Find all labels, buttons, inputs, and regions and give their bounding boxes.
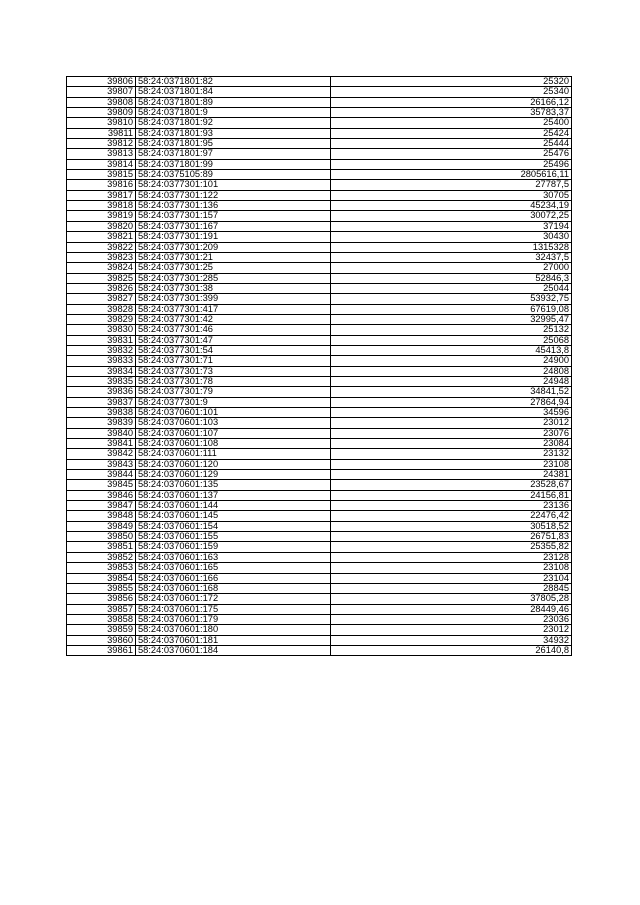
cadastral-number-cell: 58:24:0377301:78 [136, 376, 331, 386]
table-row [67, 583, 572, 593]
cadastral-number-cell: 58:24:0371801:97 [136, 149, 331, 159]
cadastral-number-cell: 58:24:0377301:21 [136, 252, 331, 262]
table-row [67, 418, 572, 428]
cadastral-number-cell: 58:24:0377301:71 [136, 356, 331, 366]
row-number-cell: 39815 [67, 170, 136, 180]
table-row [67, 232, 572, 242]
table-row [67, 170, 572, 180]
row-number-cell: 39839 [67, 418, 136, 428]
table-row [67, 273, 572, 283]
row-number-cell: 39847 [67, 501, 136, 511]
area-value-cell: 34596 [331, 408, 572, 418]
table-row [67, 470, 572, 480]
cadastral-number-cell: 58:24:0370601:154 [136, 521, 331, 531]
cadastral-number-cell: 58:24:0370601:111 [136, 449, 331, 459]
area-value-cell: 23012 [331, 625, 572, 635]
cadastral-number-cell: 58:24:0377301:46 [136, 325, 331, 335]
table-row [67, 221, 572, 231]
row-number-cell: 39856 [67, 594, 136, 604]
cadastral-number-cell: 58:24:0377301:73 [136, 366, 331, 376]
cadastral-number-cell: 58:24:0370601:163 [136, 552, 331, 562]
area-value-cell: 32437,5 [331, 252, 572, 262]
cadastral-number-cell: 58:24:0370601:166 [136, 573, 331, 583]
cadastral-number-cell: 58:24:0370601:175 [136, 604, 331, 614]
table-row [67, 77, 572, 87]
table-row [67, 552, 572, 562]
row-number-cell: 39845 [67, 480, 136, 490]
row-number-cell: 39851 [67, 542, 136, 552]
cadastral-number-cell: 58:24:0371801:89 [136, 97, 331, 107]
table-row [67, 521, 572, 531]
table-row [67, 376, 572, 386]
area-value-cell: 26166,12 [331, 97, 572, 107]
row-number-cell: 39806 [67, 77, 136, 87]
area-value-cell: 25476 [331, 149, 572, 159]
cadastral-number-cell: 58:24:0377301:42 [136, 314, 331, 324]
area-value-cell: 24156,81 [331, 490, 572, 500]
row-number-cell: 39810 [67, 118, 136, 128]
row-number-cell: 39816 [67, 180, 136, 190]
row-number-cell: 39833 [67, 356, 136, 366]
table-row [67, 108, 572, 118]
area-value-cell: 27000 [331, 263, 572, 273]
area-value-cell: 30705 [331, 190, 572, 200]
cadastral-number-cell: 58:24:0370601:107 [136, 428, 331, 438]
cadastral-number-cell: 58:24:0377301:136 [136, 201, 331, 211]
row-number-cell: 39849 [67, 521, 136, 531]
table-row [67, 128, 572, 138]
cadastral-number-cell: 58:24:0377301:417 [136, 304, 331, 314]
table-row [67, 201, 572, 211]
area-value-cell: 1315328 [331, 242, 572, 252]
table-row [67, 118, 572, 128]
row-number-cell: 39844 [67, 470, 136, 480]
area-value-cell: 25068 [331, 335, 572, 345]
row-number-cell: 39840 [67, 428, 136, 438]
area-value-cell: 26140,8 [331, 645, 572, 655]
row-number-cell: 39836 [67, 387, 136, 397]
area-value-cell: 30518,52 [331, 521, 572, 531]
area-value-cell: 52846,3 [331, 273, 572, 283]
cadastral-number-cell: 58:24:0370601:184 [136, 645, 331, 655]
row-number-cell: 39811 [67, 128, 136, 138]
row-number-cell: 39809 [67, 108, 136, 118]
cadastral-number-cell: 58:24:0370601:137 [136, 490, 331, 500]
cadastral-number-cell: 58:24:0370601:155 [136, 532, 331, 542]
cadastral-number-cell: 58:24:0377301:399 [136, 294, 331, 304]
cadastral-number-cell: 58:24:0377301:209 [136, 242, 331, 252]
area-value-cell: 28845 [331, 583, 572, 593]
cadastral-number-cell: 58:24:0370601:179 [136, 614, 331, 624]
table-row [67, 439, 572, 449]
cadastral-number-cell: 58:24:0370601:165 [136, 563, 331, 573]
area-value-cell: 25320 [331, 77, 572, 87]
area-value-cell: 23108 [331, 459, 572, 469]
row-number-cell: 39813 [67, 149, 136, 159]
row-number-cell: 39828 [67, 304, 136, 314]
area-value-cell: 25132 [331, 325, 572, 335]
cadastral-number-cell: 58:24:0377301:157 [136, 211, 331, 221]
row-number-cell: 39857 [67, 604, 136, 614]
area-value-cell: 34932 [331, 635, 572, 645]
row-number-cell: 39861 [67, 645, 136, 655]
table-row [67, 614, 572, 624]
table-body [67, 77, 572, 656]
row-number-cell: 39829 [67, 314, 136, 324]
table-row [67, 304, 572, 314]
table-row [67, 625, 572, 635]
table-row [67, 428, 572, 438]
table-row [67, 573, 572, 583]
area-value-cell: 23108 [331, 563, 572, 573]
cadastral-number-cell: 58:24:0377301:285 [136, 273, 331, 283]
cadastral-number-cell: 58:24:0370601:120 [136, 459, 331, 469]
cadastral-number-cell: 58:24:0377301:122 [136, 190, 331, 200]
cadastral-number-cell: 58:24:0377301:191 [136, 232, 331, 242]
cadastral-number-cell: 58:24:0370601:108 [136, 439, 331, 449]
row-number-cell: 39807 [67, 87, 136, 97]
cadastral-number-cell: 58:24:0377301:25 [136, 263, 331, 273]
area-value-cell: 24948 [331, 376, 572, 386]
cadastral-number-cell: 58:24:0370601:181 [136, 635, 331, 645]
area-value-cell: 53932,75 [331, 294, 572, 304]
row-number-cell: 39853 [67, 563, 136, 573]
row-number-cell: 39824 [67, 263, 136, 273]
area-value-cell: 23528,67 [331, 480, 572, 490]
row-number-cell: 39858 [67, 614, 136, 624]
cadastral-number-cell: 58:24:0371801:95 [136, 139, 331, 149]
table-row [67, 532, 572, 542]
cadastral-number-cell: 58:24:0375105:89 [136, 170, 331, 180]
table-row [67, 263, 572, 273]
area-value-cell: 24808 [331, 366, 572, 376]
row-number-cell: 39842 [67, 449, 136, 459]
area-value-cell: 24900 [331, 356, 572, 366]
row-number-cell: 39848 [67, 511, 136, 521]
area-value-cell: 23104 [331, 573, 572, 583]
cadastral-number-cell: 58:24:0371801:93 [136, 128, 331, 138]
row-number-cell: 39843 [67, 459, 136, 469]
cadastral-number-cell: 58:24:0370601:180 [136, 625, 331, 635]
row-number-cell: 39826 [67, 283, 136, 293]
table-row [67, 356, 572, 366]
table-row [67, 635, 572, 645]
area-value-cell: 23136 [331, 501, 572, 511]
area-value-cell: 35783,37 [331, 108, 572, 118]
cadastral-number-cell: 58:24:0377301:167 [136, 221, 331, 231]
cadastral-number-cell: 58:24:0377301:47 [136, 335, 331, 345]
row-number-cell: 39814 [67, 159, 136, 169]
area-value-cell: 23012 [331, 418, 572, 428]
row-number-cell: 39841 [67, 439, 136, 449]
land-parcel-table [66, 76, 572, 656]
table-row [67, 325, 572, 335]
cadastral-number-cell: 58:24:0377301:54 [136, 345, 331, 355]
area-value-cell: 25400 [331, 118, 572, 128]
cadastral-number-cell: 58:24:0370601:101 [136, 408, 331, 418]
row-number-cell: 39818 [67, 201, 136, 211]
row-number-cell: 39827 [67, 294, 136, 304]
area-value-cell: 25044 [331, 283, 572, 293]
cadastral-number-cell: 58:24:0371801:9 [136, 108, 331, 118]
table-row [67, 645, 572, 655]
area-value-cell: 24381 [331, 470, 572, 480]
area-value-cell: 28449,46 [331, 604, 572, 614]
cadastral-number-cell: 58:24:0370601:159 [136, 542, 331, 552]
cadastral-number-cell: 58:24:0370601:129 [136, 470, 331, 480]
area-value-cell: 23132 [331, 449, 572, 459]
area-value-cell: 23036 [331, 614, 572, 624]
table-row [67, 294, 572, 304]
row-number-cell: 39859 [67, 625, 136, 635]
row-number-cell: 39822 [67, 242, 136, 252]
row-number-cell: 39819 [67, 211, 136, 221]
cadastral-number-cell: 58:24:0377301:79 [136, 387, 331, 397]
cadastral-number-cell: 58:24:0371801:82 [136, 77, 331, 87]
cadastral-number-cell: 58:24:0370601:103 [136, 418, 331, 428]
table-row [67, 594, 572, 604]
area-value-cell: 23128 [331, 552, 572, 562]
row-number-cell: 39838 [67, 408, 136, 418]
area-value-cell: 25424 [331, 128, 572, 138]
area-value-cell: 2805616,11 [331, 170, 572, 180]
table-row [67, 563, 572, 573]
area-value-cell: 25496 [331, 159, 572, 169]
table-row [67, 604, 572, 614]
table-row [67, 449, 572, 459]
table-row [67, 149, 572, 159]
area-value-cell: 27864,94 [331, 397, 572, 407]
table-row [67, 335, 572, 345]
table-row [67, 211, 572, 221]
table-row [67, 283, 572, 293]
table-row [67, 542, 572, 552]
table-row [67, 139, 572, 149]
cadastral-number-cell: 58:24:0377301:101 [136, 180, 331, 190]
table-row [67, 180, 572, 190]
row-number-cell: 39830 [67, 325, 136, 335]
table-row [67, 397, 572, 407]
cadastral-number-cell: 58:24:0371801:84 [136, 87, 331, 97]
table-row [67, 190, 572, 200]
row-number-cell: 39825 [67, 273, 136, 283]
area-value-cell: 34841,52 [331, 387, 572, 397]
table-row [67, 387, 572, 397]
area-value-cell: 25444 [331, 139, 572, 149]
row-number-cell: 39831 [67, 335, 136, 345]
row-number-cell: 39820 [67, 221, 136, 231]
row-number-cell: 39817 [67, 190, 136, 200]
cadastral-number-cell: 58:24:0371801:92 [136, 118, 331, 128]
cadastral-number-cell: 58:24:0371801:99 [136, 159, 331, 169]
area-value-cell: 32995,47 [331, 314, 572, 324]
table-row [67, 252, 572, 262]
row-number-cell: 39854 [67, 573, 136, 583]
area-value-cell: 25355,82 [331, 542, 572, 552]
table-row [67, 459, 572, 469]
cadastral-number-cell: 58:24:0370601:144 [136, 501, 331, 511]
cadastral-number-cell: 58:24:0370601:172 [136, 594, 331, 604]
row-number-cell: 39821 [67, 232, 136, 242]
row-number-cell: 39808 [67, 97, 136, 107]
area-value-cell: 22476,42 [331, 511, 572, 521]
row-number-cell: 39837 [67, 397, 136, 407]
row-number-cell: 39832 [67, 345, 136, 355]
area-value-cell: 45413,8 [331, 345, 572, 355]
table-row [67, 366, 572, 376]
row-number-cell: 39852 [67, 552, 136, 562]
area-value-cell: 30072,25 [331, 211, 572, 221]
area-value-cell: 27787,5 [331, 180, 572, 190]
area-value-cell: 30430 [331, 232, 572, 242]
area-value-cell: 37805,28 [331, 594, 572, 604]
table-row [67, 97, 572, 107]
table-row [67, 314, 572, 324]
row-number-cell: 39846 [67, 490, 136, 500]
cadastral-number-cell: 58:24:0370601:145 [136, 511, 331, 521]
cadastral-number-cell: 58:24:0377301:9 [136, 397, 331, 407]
row-number-cell: 39835 [67, 376, 136, 386]
area-value-cell: 23076 [331, 428, 572, 438]
area-value-cell: 45234,19 [331, 201, 572, 211]
row-number-cell: 39855 [67, 583, 136, 593]
table-row [67, 242, 572, 252]
area-value-cell: 67619,08 [331, 304, 572, 314]
area-value-cell: 23084 [331, 439, 572, 449]
row-number-cell: 39834 [67, 366, 136, 376]
row-number-cell: 39823 [67, 252, 136, 262]
cadastral-number-cell: 58:24:0370601:135 [136, 480, 331, 490]
area-value-cell: 37194 [331, 221, 572, 231]
row-number-cell: 39812 [67, 139, 136, 149]
table-row [67, 87, 572, 97]
table-row [67, 408, 572, 418]
table-row [67, 511, 572, 521]
cadastral-number-cell: 58:24:0370601:168 [136, 583, 331, 593]
row-number-cell: 39850 [67, 532, 136, 542]
cadastral-number-cell: 58:24:0377301:38 [136, 283, 331, 293]
table-row [67, 159, 572, 169]
area-value-cell: 26751,83 [331, 532, 572, 542]
row-number-cell: 39860 [67, 635, 136, 645]
table-row [67, 501, 572, 511]
area-value-cell: 25340 [331, 87, 572, 97]
table-row [67, 490, 572, 500]
table-row [67, 345, 572, 355]
table-row [67, 480, 572, 490]
